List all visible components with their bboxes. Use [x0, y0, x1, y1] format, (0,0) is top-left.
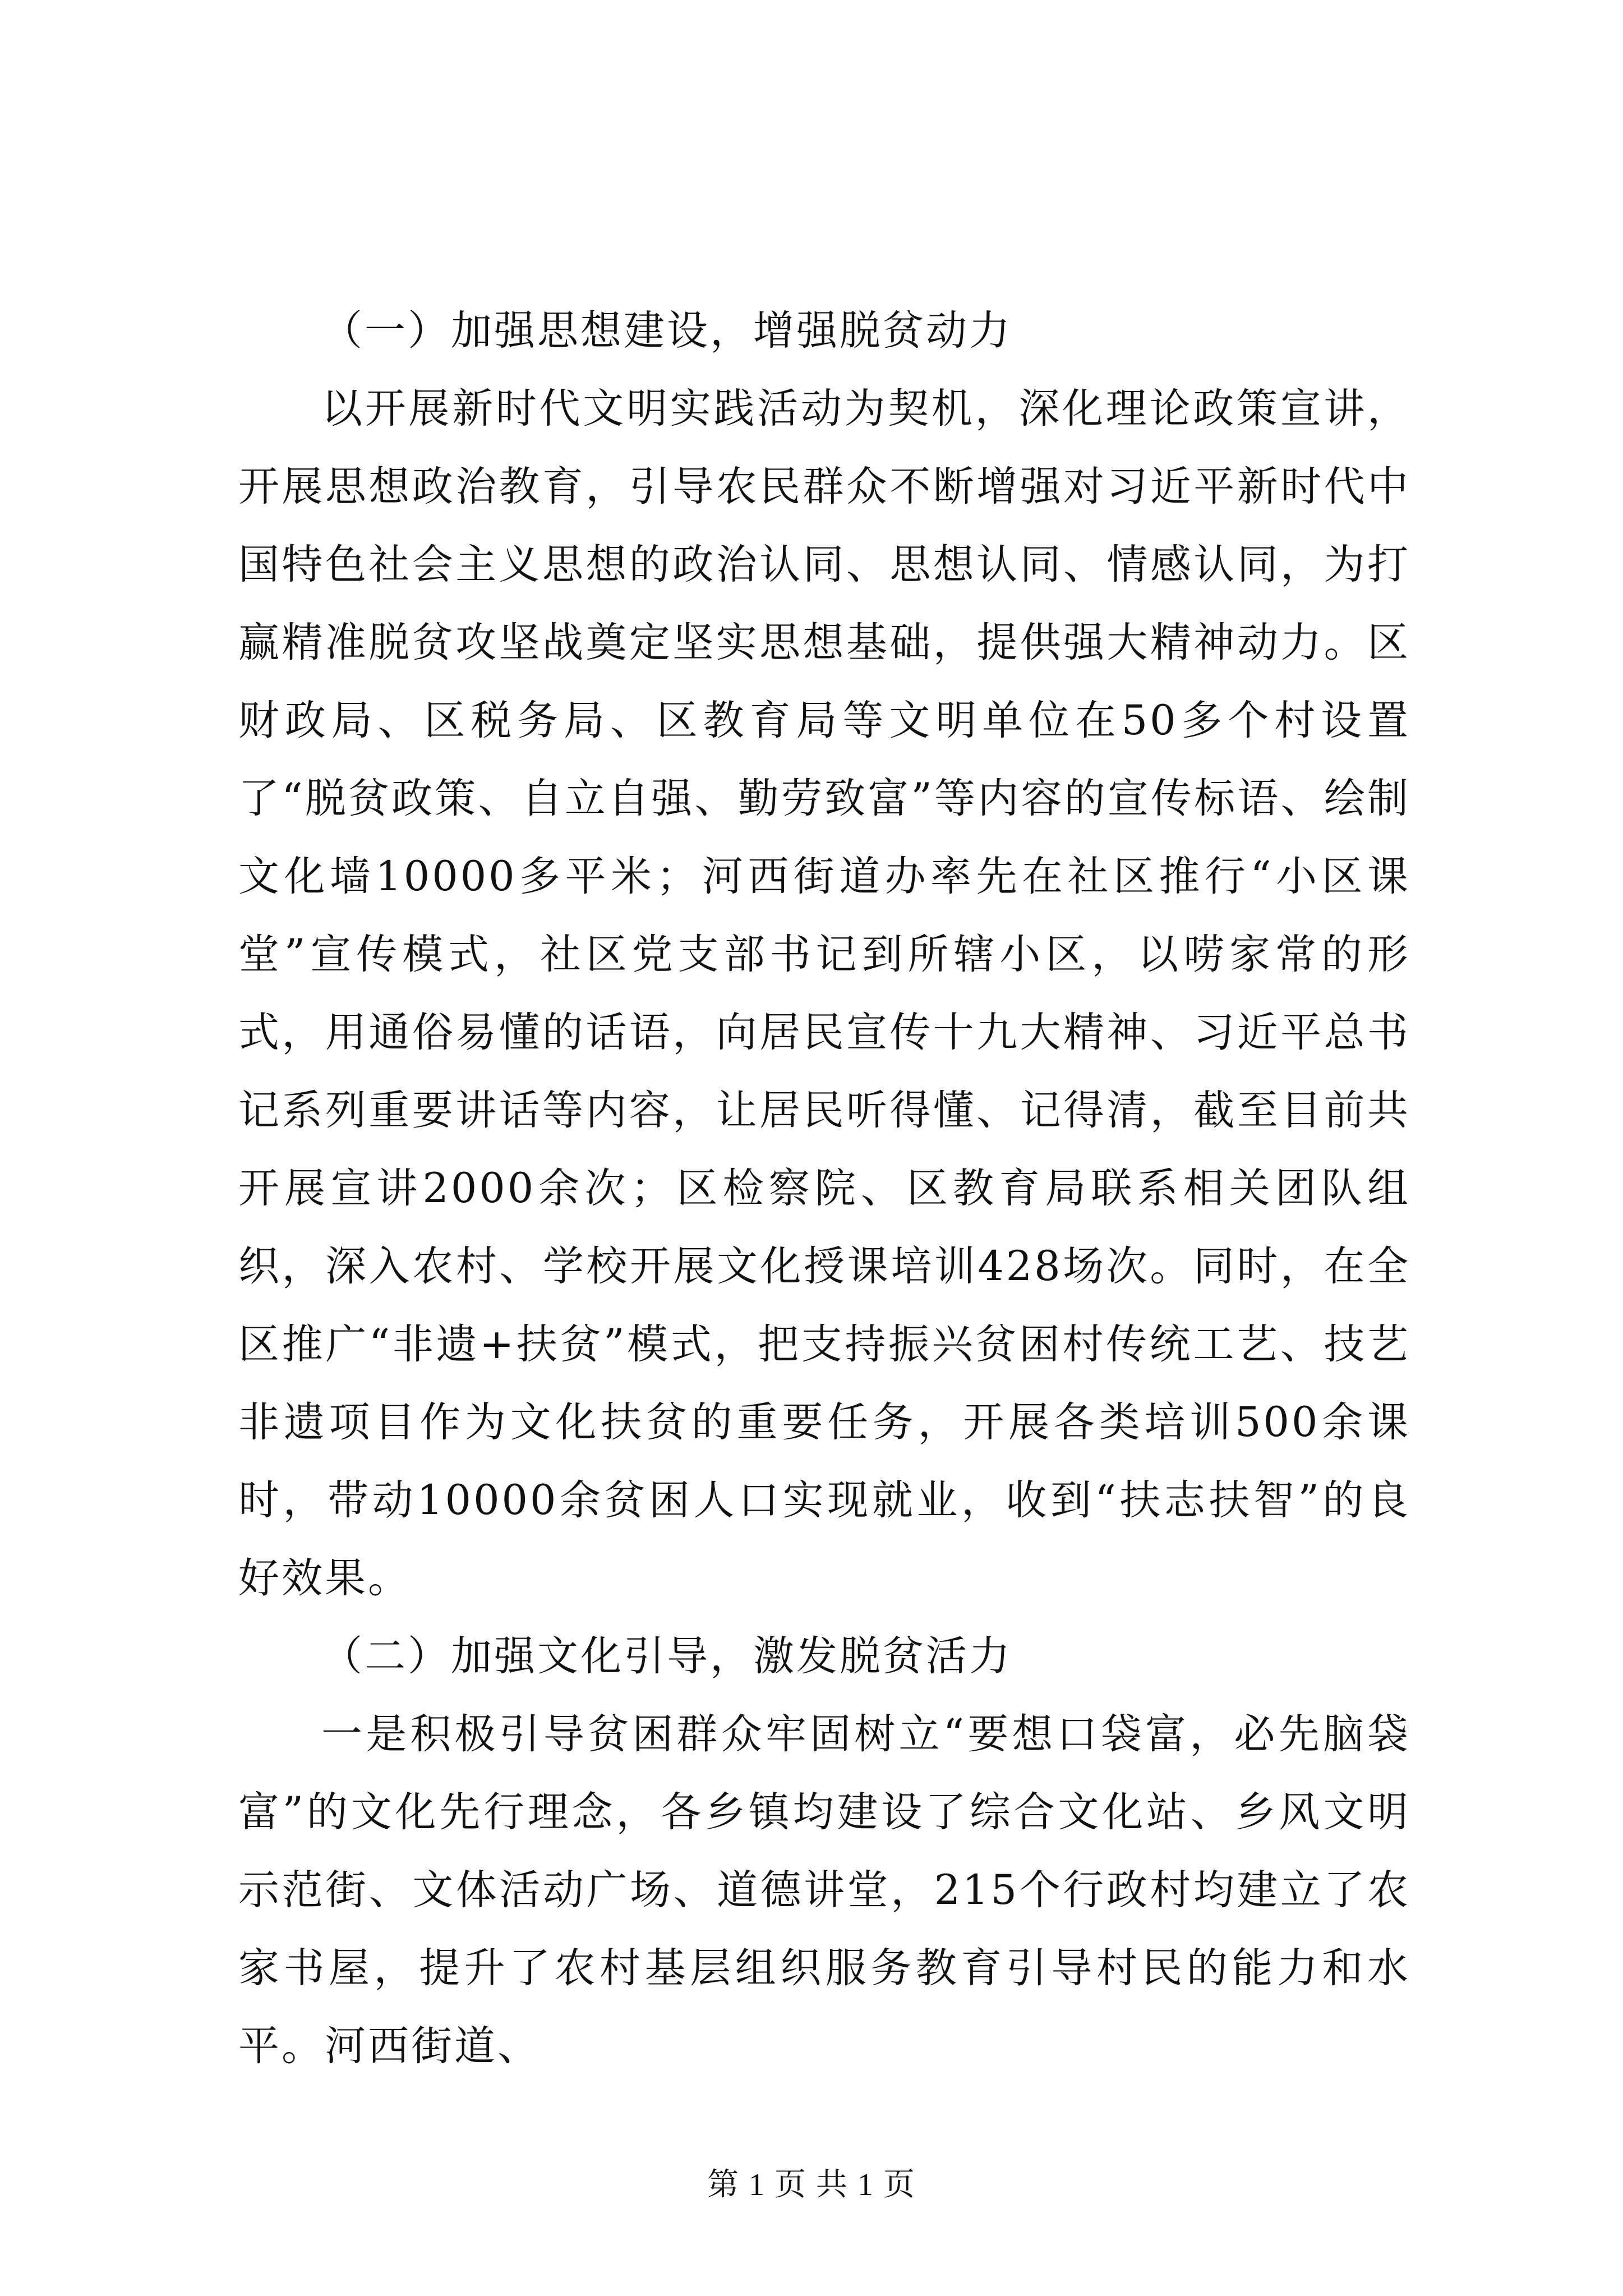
document-body: [238, 292, 1410, 2085]
section-paragraph-2: 一是积极引导贫困群众牢固树立“要想口袋富，必先脑袋富”的文化先行理念，各乡镇均建设了综合文化站、乡风文明示范街、文体活动广场、道德讲堂，215个行政村均建立了农家书屋，提升了农村基层组织服务教育引导村民的能力和水平。河西街道、: [238, 1710, 1410, 2070]
section-paragraph-1: 以开展新时代文明实践活动为契机，深化理论政策宣讲，开展思想政治教育，引导农民群众不断增强对习近平新时代中国特色社会主义思想的政治认同、思想认同、情感认同，为打赢精准脱贫攻坚战奠定坚实思想基础，提供强大精神动力。区财政局、区税务局、区教育局等文明单位在50多个村设置了“脱贫政策、自立自强、勤劳致富”等内容的宣传标语、绘制文化墙10000多平米；河西街道办率先在社区推行“小区课堂”宣传模式，社区党支部书记到所辖小区，以唠家常的形式，用通俗易懂的话语，向居民宣传十九大精神、习近平总书记系列重要讲话等内容，让居民听得懂、记得清，截至目前共开展宣讲2000余次；区检察院、区教育局联系相关团队组织，深入农村、学校开展文化授课培训428场次。同时，在全区推广“非遗+扶贫”模式，把支持振兴贫困村传统工艺、技艺非遗项目作为文化扶贫的重要任务，开展各类培训500余课时，带动10000余贫困人口实现就业，收到“扶志扶智”的良好效果。: [238, 385, 1410, 1602]
page-footer: 第 1 页 共 1 页: [707, 2168, 916, 2202]
section-heading-1: （一）加强思想建设，增强脱贫动力: [321, 307, 1012, 355]
section-heading-2: （二）加强文化引导，激发脱贫活力: [321, 1632, 1012, 1680]
